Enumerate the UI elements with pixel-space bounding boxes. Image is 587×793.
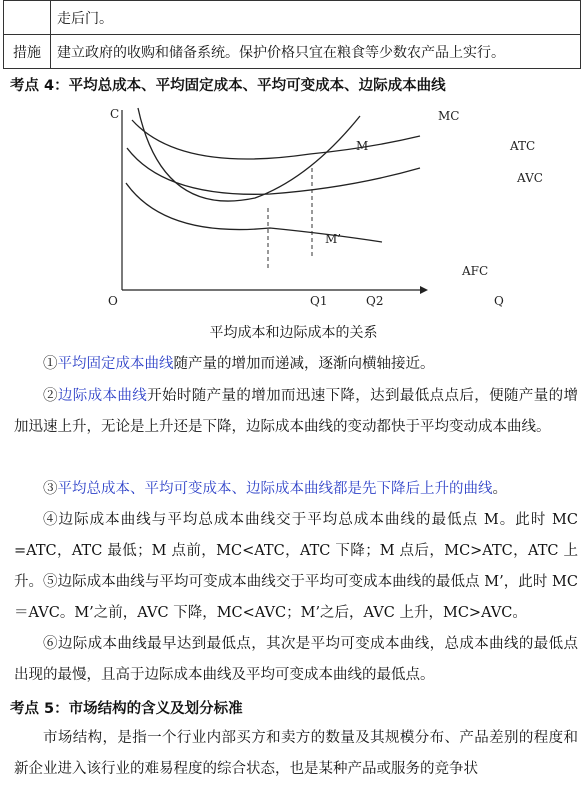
point-1-text: 随产量的增加而递减，逐渐向横轴接近。 — [173, 356, 435, 372]
point-2-prefix: ② — [43, 388, 58, 404]
mc-curve — [138, 108, 360, 201]
section-4-title: 考点 4：平均总成本、平均固定成本、平均可变成本、边际成本曲线 — [10, 78, 446, 94]
point-2-text: 开始时随产量的增加而迅速下降，达到最低点点后，便随产量的增加迅速上升，无论是上升还是下降，边际成本曲线的变动都快于平均变动成本曲线。 — [14, 388, 579, 435]
table-row-label: 措施 — [4, 35, 51, 69]
origin-label: O — [108, 294, 118, 308]
point-1-highlight: 平均固定成本曲线 — [57, 356, 174, 372]
series-label-avc: AVC — [517, 171, 543, 185]
table-row-label — [4, 1, 51, 35]
point-5: ⑤边际成本曲线与平均可变成本曲线交于平均可变成本曲线的最低点 M’，此时 MC＝AVC。M’之前，AVC 下降，MC<AVC；M’之后，AVC 上升，MC>AVC。 — [14, 574, 578, 621]
x-axis-arrow — [420, 286, 428, 294]
point-2 — [14, 381, 578, 443]
point-1-prefix: ① — [43, 356, 58, 372]
table-row-text: 走后门。 — [51, 1, 581, 35]
table-row-text: 建立政府的收购和储备系统。保护价格只宜在粮食等少数农产品上实行。 — [51, 35, 581, 69]
y-axis-label: C — [110, 107, 120, 121]
table-row — [4, 35, 581, 69]
point-3-prefix: ③ — [43, 481, 58, 497]
series-label-mc: MC — [438, 109, 460, 123]
point-label-m-prime: M’ — [325, 232, 342, 246]
measures-table — [3, 0, 581, 69]
point-3-text: 。 — [492, 481, 507, 497]
point-2-highlight: 边际成本曲线 — [57, 388, 148, 404]
point-label-m: M — [356, 139, 369, 153]
chart-caption: 平均成本和边际成本的关系 — [209, 325, 378, 341]
table-row — [4, 1, 581, 35]
point-4: ④边际成本曲线与平均总成本曲线交于平均总成本曲线的最低点 M。此时 MC =ATC，ATC 最低；M 点前，MC<ATC，ATC 下降；M 点后，MC>ATC，ATC 上升。 — [14, 512, 578, 590]
point-1 — [14, 349, 578, 380]
series-label-afc: AFC — [462, 264, 489, 278]
section-5-title: 考点 5：市场结构的含义及划分标准 — [10, 701, 243, 717]
point-3-highlight: 平均总成本、平均可变成本、边际成本曲线都是先下降后上升的曲线 — [57, 481, 493, 497]
atc-curve — [132, 120, 420, 159]
point-3 — [14, 474, 578, 505]
series-label-atc: ATC — [510, 139, 536, 153]
tick-label-q1: Q1 — [310, 294, 328, 308]
x-axis-label: Q — [494, 294, 504, 308]
point-6: ⑥边际成本曲线最早达到最低点，其次是平均可变成本曲线，总成本曲线的最低点出现的最慢，且高于边际成本曲线及平均可变成本曲线的最低点。 — [14, 636, 578, 683]
tick-label-q2: Q2 — [366, 294, 384, 308]
afc-curve — [126, 183, 382, 242]
avc-curve — [127, 148, 420, 194]
cost-curves-chart — [0, 98, 587, 320]
section-5-text: 市场结构，是指一个行业内部买方和卖方的数量及其规模分布、产品差别的程度和新企业进入该行业的难易程度的综合状态，也是某种产品或服务的竞争状 — [14, 730, 578, 777]
